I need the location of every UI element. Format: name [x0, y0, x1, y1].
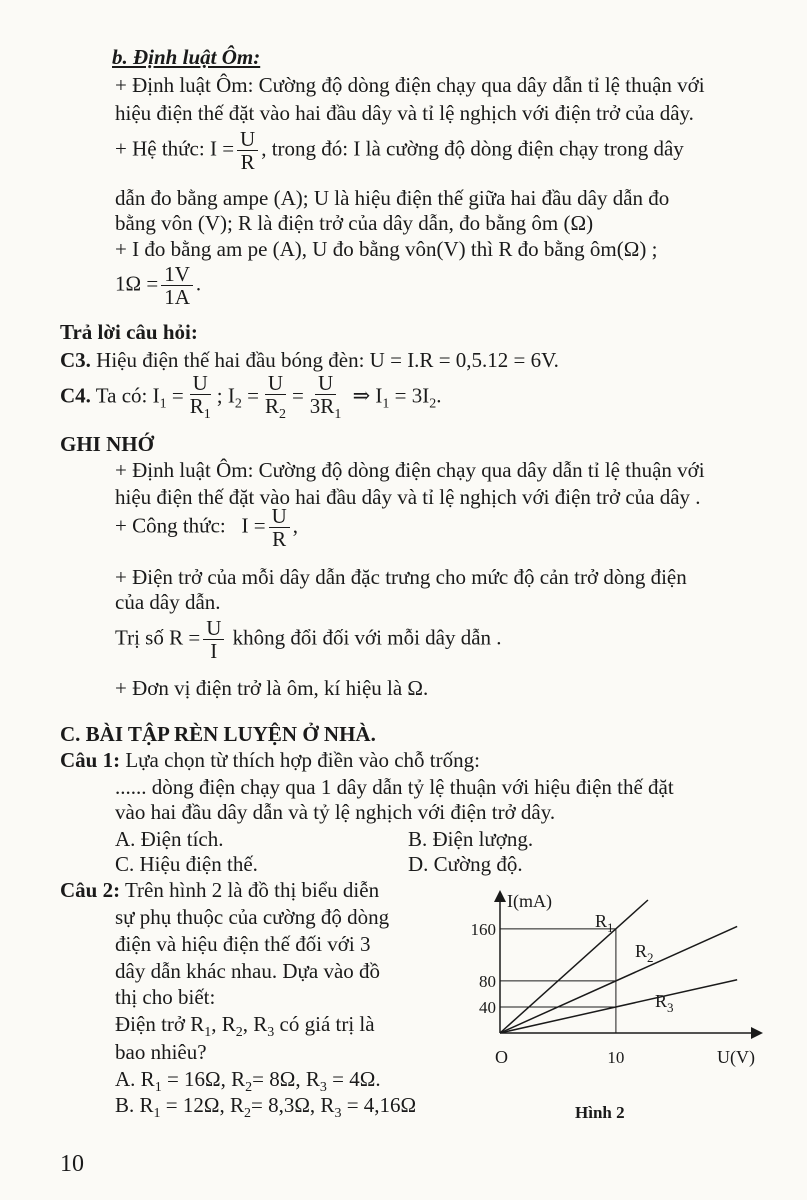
- answers-heading: Trả lời câu hỏi:: [60, 320, 198, 344]
- y-axis-label: I(mA): [507, 891, 552, 911]
- q1-option-b: B. Điện lượng.: [408, 827, 534, 851]
- memo-heading: GHI NHỚ: [60, 432, 154, 456]
- series-line-r1: [500, 900, 648, 1033]
- q1-line-3: vào hai đầu dây dẫn và tỷ lệ nghịch với điện trở dây.: [115, 800, 556, 824]
- series-line-r2: [500, 926, 737, 1033]
- formula-fraction: $\frac{U}{R}$: [237, 128, 258, 173]
- page-number: 10: [60, 1151, 84, 1177]
- q2-line-6: Điện trở $R_1$, $R_2$, $R_3$ có giá trị là: [115, 1012, 375, 1041]
- q2-line-2: sự phụ thuộc của cường độ dòng: [115, 905, 390, 929]
- x-axis-label: U(V): [717, 1047, 755, 1067]
- ohm-unit-formula: 1Ω = $\frac{1V}{1A}$ .: [115, 262, 202, 310]
- q2-option-a: A. $R_1 = 16\Omega$, $R_2= 8\Omega$, $R_3 = 4\Omega$.: [115, 1067, 381, 1096]
- section-b-heading: b. Định luật Ôm:: [112, 45, 261, 69]
- q1-option-d: D. Cường độ.: [408, 852, 523, 876]
- series-label-r1: $R_1$: [595, 911, 614, 935]
- y-tick-label: 40: [479, 997, 496, 1017]
- y-tick-label: 160: [470, 919, 496, 939]
- x-tick-label: 10: [607, 1048, 625, 1067]
- question-2: Câu 2: Trên hình 2 là đồ thị biểu diễn: [60, 878, 380, 902]
- q1-option-c: C. Hiệu điện thế.: [115, 852, 258, 876]
- q1-line-2: ...... dòng điện chạy qua 1 dây dẫn tỷ lệ thuận với hiệu điện thế đặt: [115, 775, 674, 799]
- figure-caption: Hình 2: [575, 1103, 625, 1122]
- series-label-r3: $R_3$: [655, 991, 674, 1015]
- memo-formula: + Công thức: I = $\frac{U}{R}$ ,: [115, 504, 298, 552]
- section-c-heading: C. BÀI TẬP RÈN LUYỆN Ở NHÀ.: [60, 722, 376, 746]
- definition-line-2: bằng vôn (V); R là điện trở của dây dẫn, đo bằng ôm (Ω): [115, 211, 594, 235]
- q1-option-a: A. Điện tích.: [115, 827, 224, 851]
- question-1: Câu 1: Lựa chọn từ thích hợp điền vào chỗ trống:: [60, 748, 480, 772]
- c4-answer: C4. Ta có: $I_1$ = $\frac{U}{R_1}$ ; $I_2$ = $\frac{U}{R_2}$ = $\frac{U}{3R_1}$ ⇒ $I_1 = 3I_2$.: [60, 371, 442, 423]
- series-label-r2: $R_2$: [635, 941, 654, 965]
- figure-2-chart: [455, 885, 775, 1135]
- ohm-law-line-1: + Định luật Ôm: Cường độ dòng điện chạy qua dây dẫn tỉ lệ thuận với: [115, 73, 705, 97]
- formula-line: + Hệ thức: I = $\frac{U}{R}$ , trong đó: I là cường độ dòng điện chạy trong dây: [115, 127, 684, 175]
- unit-line: + I đo bằng am pe (A), U đo bằng vôn(V) thì R đo bằng ôm(Ω) ;: [115, 237, 658, 261]
- c3-answer: C3. Hiệu điện thế hai đầu bóng đèn: U = I.R = 0,5.12 = 6V.: [60, 348, 559, 372]
- memo-resistance-formula: Trị số R = $\frac{U}{I}$ không đổi đối với mỗi dây dẫn .: [115, 616, 502, 664]
- memo-line-2: hiệu điện thế đặt vào hai đầu dây và tỉ lệ nghịch với điện trở của dây .: [115, 485, 701, 509]
- definition-line-1: dẫn đo bằng ampe (A); U là hiệu điện thế giữa hai đầu dây dẫn đo: [115, 186, 670, 210]
- memo-line-5: + Đơn vị điện trở là ôm, kí hiệu là Ω.: [115, 676, 429, 700]
- y-tick-label: 80: [479, 971, 496, 991]
- q2-line-7: bao nhiêu?: [115, 1040, 207, 1064]
- q2-line-3: điện và hiệu điện thế đối với 3: [115, 932, 371, 956]
- origin-label: O: [495, 1047, 508, 1067]
- series-line-r3: [500, 980, 737, 1033]
- memo-line-4: của dây dẫn.: [115, 590, 221, 614]
- memo-line-1: + Định luật Ôm: Cường độ dòng điện chạy qua dây dẫn tỉ lệ thuận với: [115, 458, 705, 482]
- ohm-law-line-2: hiệu điện thế đặt vào hai đầu dây và tỉ lệ nghịch với điện trở của dây.: [115, 101, 694, 125]
- q2-line-5: thị cho biết:: [115, 985, 216, 1009]
- memo-line-3: + Điện trở của mỗi dây dẫn đặc trưng cho mức độ cản trở dòng điện: [115, 565, 687, 589]
- q2-option-b: B. $R_1 = 12\Omega$, $R_2= 8,3\Omega$, $R_3 = 4,16\Omega$: [115, 1093, 417, 1122]
- q2-line-4: dây dẫn khác nhau. Dựa vào đồ: [115, 959, 381, 983]
